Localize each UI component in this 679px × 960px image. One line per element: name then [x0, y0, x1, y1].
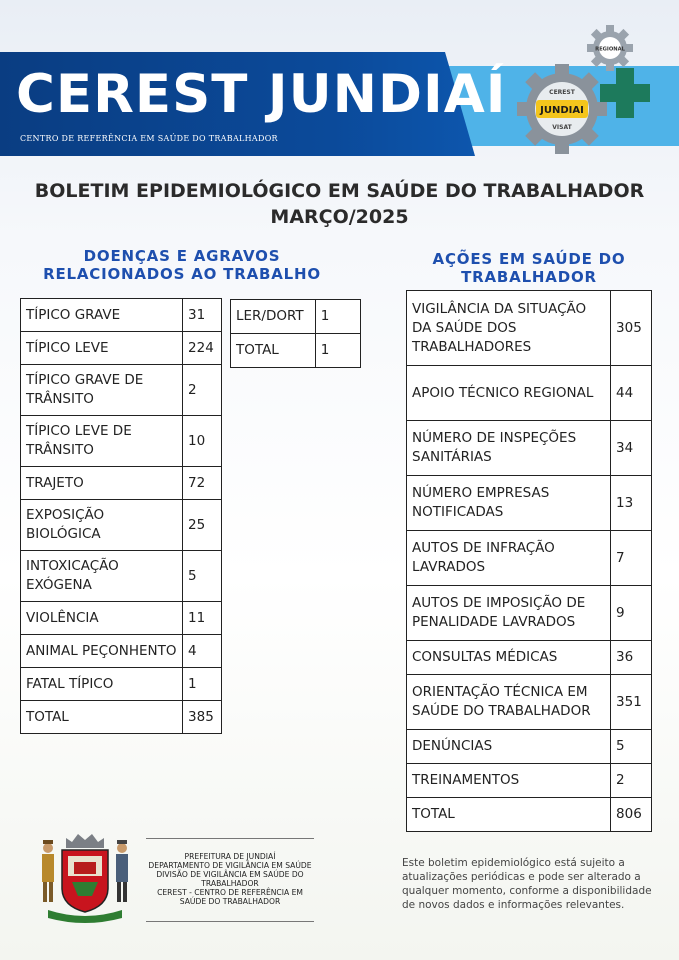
table-row	[407, 291, 652, 366]
table-row	[21, 299, 222, 332]
row-label-total: TOTAL	[407, 798, 611, 832]
row-value: 4	[183, 635, 222, 668]
table-row	[21, 551, 222, 602]
row-value-total: 1	[315, 334, 360, 368]
row-value: 2	[183, 365, 222, 416]
row-label-total: TOTAL	[231, 334, 316, 368]
diseases-section-heading	[20, 247, 344, 283]
row-value: 7	[611, 531, 652, 586]
row-value: 25	[183, 500, 222, 551]
table-row	[407, 421, 652, 476]
row-label: AUTOS DE INFRAÇÃO LAVRADOS	[407, 531, 611, 586]
table-row	[21, 635, 222, 668]
row-label: EXPOSIÇÃO BIOLÓGICA	[21, 500, 183, 551]
table-row	[21, 701, 222, 734]
actions-heading-line1: AÇÕES EM SAÚDE DO	[432, 250, 626, 268]
row-label: TÍPICO GRAVE	[21, 299, 183, 332]
row-value: 1	[315, 300, 360, 334]
row-label: ORIENTAÇÃO TÉCNICA EM SAÚDE DO TRABALHADOR	[407, 675, 611, 730]
table-row	[407, 366, 652, 421]
table-row	[231, 334, 361, 368]
row-value: 13	[611, 476, 652, 531]
row-label: NÚMERO DE INSPEÇÕES SANITÁRIAS	[407, 421, 611, 476]
row-value: 10	[183, 416, 222, 467]
cerest-gear-logo-icon	[515, 62, 609, 156]
row-value: 72	[183, 467, 222, 500]
row-label: TÍPICO LEVE	[21, 332, 183, 365]
table-row	[21, 332, 222, 365]
footer-line: DEPARTAMENTO DE VIGILÂNCIA EM SAÚDE	[148, 861, 312, 870]
footer-line: TRABALHADOR	[201, 879, 259, 888]
row-label: TÍPICO LEVE DE TRÂNSITO	[21, 416, 183, 467]
table-row	[407, 476, 652, 531]
row-value: 351	[611, 675, 652, 730]
document-title-line1: BOLETIM EPIDEMIOLÓGICO EM SAÚDE DO TRABALHADOR	[34, 180, 645, 202]
row-value-total: 385	[183, 701, 222, 734]
ler-dort-table	[230, 299, 361, 368]
row-value: 34	[611, 421, 652, 476]
footer-line: CEREST - CENTRO DE REFERÊNCIA EM	[157, 888, 303, 897]
row-value-total: 806	[611, 798, 652, 832]
table-row	[21, 416, 222, 467]
document-title	[0, 178, 679, 230]
table-row	[21, 602, 222, 635]
row-value: 31	[183, 299, 222, 332]
table-row	[21, 365, 222, 416]
footer-line: SAÚDE DO TRABALHADOR	[179, 897, 281, 906]
footer-institution	[146, 852, 314, 906]
table-row	[407, 730, 652, 764]
row-value: 11	[183, 602, 222, 635]
row-value: 36	[611, 641, 652, 675]
header-subtitle: CENTRO DE REFERÊNCIA EM SAÚDE DO TRABALHADOR	[20, 134, 278, 143]
table-row	[407, 586, 652, 641]
row-label: TREINAMENTOS	[407, 764, 611, 798]
actions-table	[406, 290, 652, 832]
regional-label: REGIONAL	[595, 46, 625, 53]
footer-line: DIVISÃO DE VIGILÂNCIA EM SAÚDE DO	[156, 870, 304, 879]
row-value: 1	[183, 668, 222, 701]
row-value: 44	[611, 366, 652, 421]
table-row	[231, 300, 361, 334]
table-row	[407, 764, 652, 798]
table-row	[21, 500, 222, 551]
diseases-heading-line1: DOENÇAS E AGRAVOS	[83, 247, 281, 265]
actions-heading-line2: TRABALHADOR	[461, 268, 597, 286]
table-row	[407, 531, 652, 586]
row-value: 5	[183, 551, 222, 602]
actions-section-heading	[404, 250, 654, 286]
jundiai-coat-of-arms-icon	[34, 830, 136, 926]
table-row	[407, 675, 652, 730]
document-title-period: MARÇO/2025	[270, 206, 409, 228]
table-row	[21, 467, 222, 500]
row-label: DENÚNCIAS	[407, 730, 611, 764]
row-label: INTOXICAÇÃO EXÓGENA	[21, 551, 183, 602]
row-value: 9	[611, 586, 652, 641]
logo-center-text: JUNDIAI	[540, 105, 584, 116]
table-row	[407, 798, 652, 832]
row-label: LER/DORT	[231, 300, 316, 334]
logo-bottom-text: VISAT	[552, 124, 572, 131]
disclaimer-note: Este boletim epidemiológico está sujeito a atualizações periódicas e pode ser alterado a qualquer momento, conforme a disponibilidade de novos dados e informações relevantes.	[402, 857, 652, 911]
row-label: FATAL TÍPICO	[21, 668, 183, 701]
row-label: AUTOS DE IMPOSIÇÃO DE PENALIDADE LAVRADOS	[407, 586, 611, 641]
row-label: TRAJETO	[21, 467, 183, 500]
header-title: CEREST JUNDIAÍ	[16, 64, 507, 125]
diseases-table	[20, 298, 222, 734]
row-value: 5	[611, 730, 652, 764]
row-value: 2	[611, 764, 652, 798]
row-value: 224	[183, 332, 222, 365]
row-label: APOIO TÉCNICO REGIONAL	[407, 366, 611, 421]
row-label-total: TOTAL	[21, 701, 183, 734]
row-value: 305	[611, 291, 652, 366]
row-label: VIGILÂNCIA DA SITUAÇÃO DA SAÚDE DOS TRABALHADORES	[407, 291, 611, 366]
diseases-heading-line2: RELACIONADOS AO TRABALHO	[43, 265, 321, 283]
footer-line: PREFEITURA DE JUNDIAÍ	[184, 852, 276, 861]
row-label: CONSULTAS MÉDICAS	[407, 641, 611, 675]
row-label: ANIMAL PEÇONHENTO	[21, 635, 183, 668]
table-row	[21, 668, 222, 701]
table-row	[407, 641, 652, 675]
row-label: NÚMERO EMPRESAS NOTIFICADAS	[407, 476, 611, 531]
logo-top-text: CEREST	[549, 89, 575, 96]
health-cross-icon	[598, 66, 652, 120]
row-label: TÍPICO GRAVE DE TRÂNSITO	[21, 365, 183, 416]
row-label: VIOLÊNCIA	[21, 602, 183, 635]
